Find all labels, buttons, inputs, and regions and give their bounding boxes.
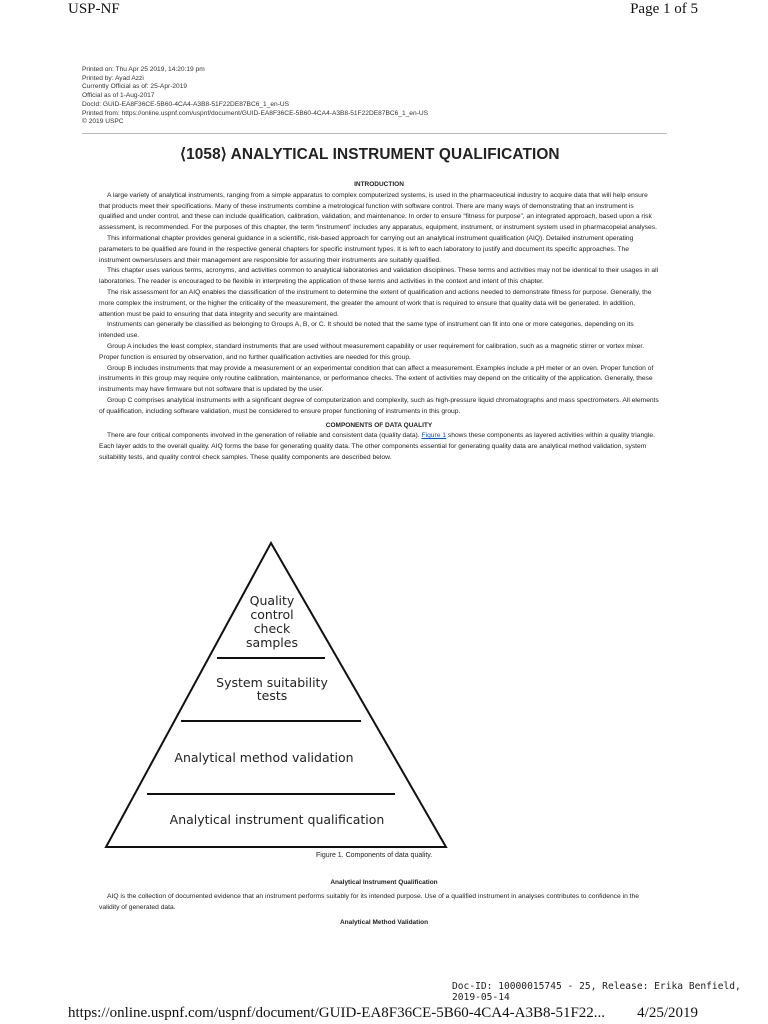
meta-currently-official: Currently Official as of: 25-Apr-2019 [82,83,188,91]
meta-copyright: © 2019 USPC [82,118,124,126]
page-footer [0,1004,768,1024]
section-heading-introduction: INTRODUCTION [354,181,404,188]
figure-1-link[interactable]: Figure 1 [421,432,447,440]
intro-paragraph: Group C comprises analytical instruments with a significant degree of computerization and complexity, such as high-pressure liquid chromatographs and mass spectrometers. All elements of qualification, including software validation, must be considered to ensure proper functioning of instruments in this group. [99,396,659,415]
footer-url: https://online.uspnf.com/uspnf/document/GUID-EA8F36CE-5B60-4CA4-A3B8-51F22... [68,1005,606,1021]
header-source: USP-NF [68,1,120,17]
intro-paragraph: This informational chapter provides general guidance in a scientific, risk-based approach for carrying out an analytical instrument qualification (AIQ). Detailed instrument operating parameters to be qualified are found in the respective general chapters for specific instrument types. It is left to each laboratory to justify and document its specific approaches. The instrument owners/users and their management are responsible for assuring their instruments are suitably qualified. [99,234,634,264]
footer-date: 4/25/2019 [637,1005,698,1021]
subheading-method-validation: Analytical Method Validation [339,919,429,926]
meta-printed-from: Printed from: https://online.uspnf.com/uspnf/document/GUID-EA8F36CE-5B60-4CA4-A3B8-51F22DE87BC6_1_en-US [82,109,428,117]
layer-system-suitability-label: System suitability [216,675,328,690]
layer-instrument-qualification-label: Analytical instrument qualification [169,812,385,827]
page-header [0,0,768,22]
intro-paragraph: A large variety of analytical instruments, ranging from a simple apparatus to complex computerized systems, is used in the pharmaceutical industry to acquire data that will help ensure that products meet their specifications. Many of these instruments combine a metrological function with software control. There are many ways of demonstrating that an instrument is qualified and under control, and these can include qualification, calibration, validation, and maintenance. In order to ensure “fitness for purpose”, an integrated approach, based upon a risk assessment, is recommended. For the purposes of this chapter, the term “instrument” includes any apparatus, equipment, instrument, or instrument system used in pharmacopeial analyses. [99,191,657,232]
chapter-body [99,180,659,464]
intro-paragraph: Group B includes instruments that may provide a measurement or an experimental condition that can affect a measurement. Examples include a pH meter or an oven. Proper function of instruments in this group may require only routine calibration, maintenance, or performance checks. The extent of activities may depend on the criticality of the application. Generally, these instruments may have firmware but not software that is updated by the user. [99,364,654,394]
layer-quality-control-label: Quality [249,593,295,608]
meta-printed-on: Printed on: Thu Apr 25 2019, 14:20:19 pm [82,66,205,73]
aiq-section [99,892,659,914]
figure-caption: Figure 1. Components of data quality. [316,852,433,859]
layer-quality-control-label: check [253,621,291,636]
page-number: Page 1 of 5 [630,1,698,17]
chapter-title: ⟨1058⟩ ANALYTICAL INSTRUMENT QUALIFICATION [180,146,560,163]
intro-paragraph: Instruments can generally be classified as belonging to Groups A, B, or C. It should be noted that the same type of instrument can fit into one or more categories, depending on its intended use. [99,321,634,340]
layer-quality-control-label: samples [246,635,298,650]
layer-method-validation-label: Analytical method validation [174,750,354,765]
components-text-after: shows these components as layered activities within a quality triangle. Each layer adds to the overall quality. AIQ forms the base for generating quality data. The other components essential for generating quality data are analytical method validation, system suitability tests, and quality control check samples. These quality components are described below. [99,432,655,461]
header-divider [82,133,667,134]
aiq-paragraph: AIQ is the collection of documented evidence that an instrument performs suitably for its intended purpose. Use of a qualified instrument in analyses contributes to confidence in the validity of generated data. [99,893,639,911]
meta-docid: DocId: GUID-EA8F36CE-5B60-4CA4-A3B8-51F22DE87BC6_1_en-US [82,100,290,108]
section-heading-components: COMPONENTS OF DATA QUALITY [325,421,433,429]
layer-system-suitability-label: tests [256,688,288,703]
intro-paragraph: This chapter uses various terms, acronyms, and activities common to analytical laboratories and validation disciplines. These terms and activities may not be identical to their usages in all laboratories. The reader is encouraged to be flexible in interpreting the application of these terms and activities in the context and intent of this chapter. [99,267,659,286]
subheading-aiq: Analytical Instrument Qualification [330,879,438,886]
intro-paragraph: Group A includes the least complex, standard instruments that are used without measurement capability or user requirement for calibration, such as a magnetic stirrer or vortex mixer. Proper function is ensured by observation, and no further qualification activities are needed for this group. [99,342,645,361]
intro-paragraph: The risk assessment for an AIQ enables the classification of the instrument to determine the extent of qualification and actions needed to demonstrate fitness for purpose. Generally, the more complex the instrument, or the higher the criticality of the measurement, the greater the amount of work that is required to ensure that quality data will be generated. In addition, attention must be paid to ensuring that data integrity and security are maintained. [99,288,652,318]
quality-triangle-figure [104,541,450,851]
layer-quality-control-label: control [250,607,294,622]
components-text-before: There are four critical components involved in the generation of reliable and consistent data (quality data). [107,432,422,440]
components-paragraph [99,431,659,463]
meta-official-as-of: Official as of 1-Aug-2017 [82,92,155,100]
release-stamp: Doc-ID: 10000015745 - 25, Release: Erika Benfield, 2019-05-14 [452,981,741,1003]
print-metadata [82,66,428,127]
meta-printed-by: Printed by: Ayad Azzi [82,74,144,82]
